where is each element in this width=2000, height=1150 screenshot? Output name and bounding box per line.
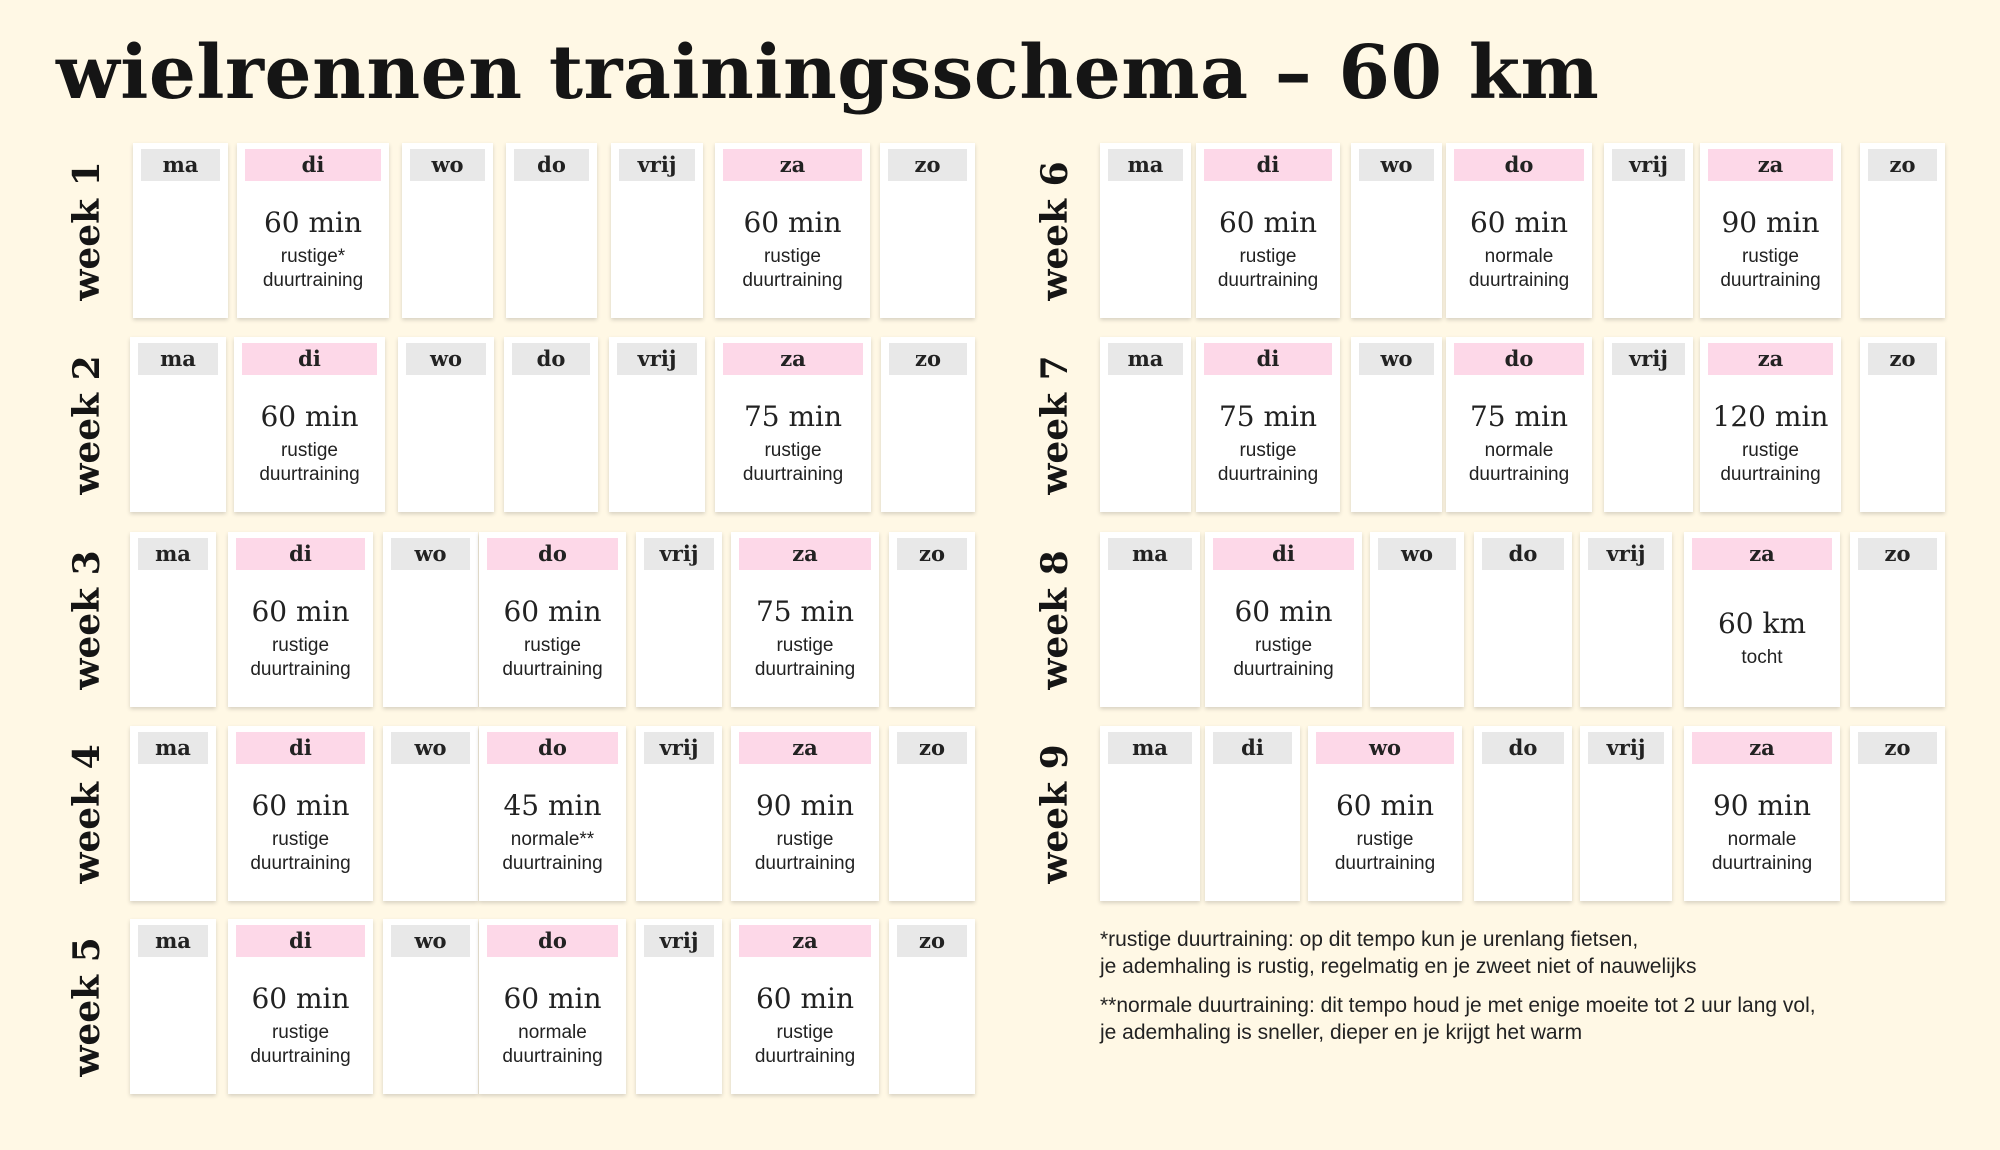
day-card (1100, 143, 1191, 318)
day-header: do (1482, 732, 1564, 764)
training-duration: 45 min (503, 789, 602, 822)
day-header: wo (1359, 343, 1434, 375)
training-content (228, 764, 373, 901)
day-card (880, 143, 975, 318)
day-card (1100, 726, 1200, 901)
day-card (1700, 337, 1841, 512)
day-header: zo (897, 925, 967, 957)
day-header: di (1213, 538, 1354, 570)
training-content (1684, 764, 1840, 901)
day-card (506, 143, 597, 318)
day-card (383, 726, 478, 901)
day-card (731, 919, 879, 1094)
day-header: do (1454, 149, 1584, 181)
training-content (1700, 375, 1841, 512)
training-content (1446, 181, 1592, 318)
training-description: rustige duurtraining (1217, 440, 1319, 485)
day-card (1205, 532, 1362, 707)
training-duration: 75 min (1469, 400, 1569, 433)
training-content (731, 764, 879, 901)
training-description: rustige* duurtraining (262, 246, 364, 291)
day-header: zo (1858, 538, 1937, 570)
training-content (228, 570, 373, 707)
day-card (228, 919, 373, 1094)
training-description: tocht (1741, 647, 1783, 668)
footnote-normale (1100, 992, 1816, 1046)
week-label: week 3 (66, 549, 108, 690)
week-label: week 1 (66, 160, 108, 301)
training-description: rustige duurtraining (754, 635, 856, 680)
day-card (611, 143, 703, 318)
footnote-line: je ademhaling is rustig, regelmatig en je zweet niet of nauwelijks (1100, 955, 1697, 978)
day-card (234, 337, 385, 512)
day-header: ma (1108, 732, 1192, 764)
training-duration: 120 min (1712, 400, 1829, 433)
day-card (479, 919, 626, 1094)
training-content (731, 570, 879, 707)
day-card (881, 337, 975, 512)
training-duration: 60 min (263, 206, 363, 239)
day-header: wo (1316, 732, 1454, 764)
training-duration: 60 min (251, 982, 350, 1015)
day-header: di (236, 732, 365, 764)
day-header: zo (889, 343, 967, 375)
day-card (889, 726, 975, 901)
training-description: rustige duurtraining (259, 440, 360, 485)
day-header: ma (1108, 343, 1183, 375)
day-header: za (723, 343, 863, 375)
day-header: wo (410, 149, 485, 181)
training-duration: 60 km (1717, 607, 1807, 640)
day-card (1196, 337, 1340, 512)
training-content (1446, 375, 1592, 512)
day-header: do (487, 732, 618, 764)
day-card (889, 919, 975, 1094)
day-header: zo (888, 149, 967, 181)
day-header: za (739, 732, 871, 764)
day-card (133, 143, 228, 318)
training-content (1196, 375, 1340, 512)
training-content (479, 570, 626, 707)
day-header: ma (138, 732, 208, 764)
training-duration: 60 min (1234, 595, 1333, 628)
training-description: normale** duurtraining (502, 829, 603, 874)
day-card (228, 532, 373, 707)
training-duration: 60 min (755, 982, 855, 1015)
training-description: rustige duurtraining (754, 829, 856, 874)
day-header: di (236, 925, 365, 957)
day-header: di (236, 538, 365, 570)
day-card (479, 532, 626, 707)
day-header: vrij (617, 343, 697, 375)
day-header: ma (138, 343, 218, 375)
day-card (731, 532, 879, 707)
training-description: rustige duurtraining (502, 635, 603, 680)
day-card (398, 337, 494, 512)
day-card (1446, 143, 1592, 318)
day-card (1474, 726, 1572, 901)
day-header: di (245, 149, 381, 181)
training-duration: 90 min (1712, 789, 1812, 822)
training-duration: 60 min (503, 595, 602, 628)
day-header: za (739, 538, 871, 570)
day-card (1370, 532, 1464, 707)
day-header: wo (391, 925, 470, 957)
training-description: rustige duurtraining (1720, 246, 1821, 291)
day-header: di (1213, 732, 1292, 764)
page-title: wielrennen trainingsschema – 60 km (56, 30, 1600, 116)
day-card (889, 532, 975, 707)
training-description: rustige duurtraining (1233, 635, 1334, 680)
day-header: ma (1108, 538, 1192, 570)
day-card (383, 919, 478, 1094)
day-header: ma (1108, 149, 1183, 181)
week-label: week 4 (66, 743, 108, 884)
training-content (1684, 570, 1840, 707)
training-description: normale duurtraining (1468, 246, 1570, 291)
day-header: di (1204, 149, 1332, 181)
day-card (1850, 532, 1945, 707)
day-header: do (1454, 343, 1584, 375)
day-header: vrij (1588, 732, 1664, 764)
week-label: week 7 (1034, 354, 1076, 495)
footnote-rustige (1100, 926, 1816, 980)
training-duration: 60 min (503, 982, 602, 1015)
day-card (1205, 726, 1300, 901)
day-card (636, 919, 722, 1094)
day-header: ma (141, 149, 220, 181)
day-header: vrij (1612, 149, 1685, 181)
day-header: za (1708, 343, 1833, 375)
day-card (504, 337, 598, 512)
training-description: rustige duurtraining (1334, 829, 1436, 874)
training-content (731, 957, 879, 1094)
training-description: rustige duurtraining (742, 440, 844, 485)
day-card (1850, 726, 1945, 901)
day-header: wo (406, 343, 486, 375)
week-label: week 6 (1034, 160, 1076, 301)
day-card (636, 726, 722, 901)
training-description: rustige duurtraining (250, 635, 351, 680)
day-card (383, 532, 478, 707)
training-duration: 60 min (1218, 206, 1318, 239)
day-card (228, 726, 373, 901)
training-content (1205, 570, 1362, 707)
day-header: vrij (1612, 343, 1685, 375)
training-content (228, 957, 373, 1094)
training-duration: 75 min (755, 595, 855, 628)
day-card (130, 532, 216, 707)
week-label: week 8 (1034, 549, 1076, 690)
day-header: do (514, 149, 589, 181)
day-card (237, 143, 389, 318)
training-content (1196, 181, 1340, 318)
day-header: vrij (644, 925, 714, 957)
day-card (1700, 143, 1841, 318)
training-duration: 75 min (1218, 400, 1318, 433)
day-card (1684, 532, 1840, 707)
training-duration: 60 min (743, 206, 842, 239)
training-description: rustige duurtraining (742, 246, 843, 291)
day-header: za (1692, 732, 1832, 764)
day-card (1684, 726, 1840, 901)
day-header: do (487, 538, 618, 570)
training-description: normale duurtraining (502, 1022, 603, 1067)
training-description: rustige duurtraining (1720, 440, 1821, 485)
training-description: rustige duurtraining (250, 829, 351, 874)
day-card (130, 919, 216, 1094)
day-header: ma (138, 538, 208, 570)
training-content (715, 375, 871, 512)
training-description: rustige duurtraining (754, 1022, 856, 1067)
day-header: zo (897, 538, 967, 570)
day-card (402, 143, 493, 318)
day-card (1446, 337, 1592, 512)
week-label: week 2 (66, 354, 108, 495)
training-content (479, 764, 626, 901)
day-card (715, 337, 871, 512)
day-header: vrij (644, 732, 714, 764)
day-card (1474, 532, 1572, 707)
day-header: za (739, 925, 871, 957)
day-header: za (1692, 538, 1832, 570)
training-duration: 60 min (251, 595, 350, 628)
day-card (1860, 337, 1945, 512)
day-card (130, 337, 226, 512)
day-header: wo (391, 732, 470, 764)
training-duration: 90 min (1721, 206, 1820, 239)
day-card (1100, 532, 1200, 707)
week-label: week 5 (66, 936, 108, 1077)
day-header: zo (897, 732, 967, 764)
day-header: do (487, 925, 618, 957)
day-card (1580, 726, 1672, 901)
day-card (715, 143, 870, 318)
day-header: di (242, 343, 377, 375)
day-header: wo (1378, 538, 1456, 570)
day-card (1604, 337, 1693, 512)
week-label: week 9 (1034, 743, 1076, 884)
day-card (479, 726, 626, 901)
day-card (1860, 143, 1945, 318)
day-header: zo (1868, 343, 1937, 375)
footnote-line: je ademhaling is sneller, dieper en je krijgt het warm (1100, 1021, 1583, 1044)
training-description: normale duurtraining (1468, 440, 1570, 485)
training-description: rustige duurtraining (1217, 246, 1319, 291)
day-card (1351, 337, 1442, 512)
day-header: wo (391, 538, 470, 570)
day-card (731, 726, 879, 901)
day-header: za (1708, 149, 1833, 181)
day-card (1100, 337, 1191, 512)
day-card (1308, 726, 1462, 901)
training-content (479, 957, 626, 1094)
training-duration: 60 min (251, 789, 350, 822)
footnote-line: **normale duurtraining: dit tempo houd je met enige moeite tot 2 uur lang vol, (1100, 994, 1816, 1017)
training-duration: 60 min (1469, 206, 1569, 239)
training-duration: 60 min (260, 400, 359, 433)
day-header: wo (1359, 149, 1434, 181)
training-duration: 60 min (1335, 789, 1435, 822)
training-description: normale duurtraining (1711, 829, 1813, 874)
day-card (1580, 532, 1672, 707)
training-content (237, 181, 389, 318)
day-header: zo (1858, 732, 1937, 764)
day-card (1351, 143, 1442, 318)
day-card (609, 337, 705, 512)
day-card (636, 532, 722, 707)
day-header: ma (138, 925, 208, 957)
day-header: vrij (644, 538, 714, 570)
day-header: do (512, 343, 590, 375)
day-header: di (1204, 343, 1332, 375)
training-content (715, 181, 870, 318)
training-content (1308, 764, 1462, 901)
day-card (1604, 143, 1693, 318)
day-header: do (1482, 538, 1564, 570)
training-content (1700, 181, 1841, 318)
day-card (1196, 143, 1340, 318)
footnote-line: *rustige duurtraining: op dit tempo kun je urenlang fietsen, (1100, 928, 1639, 951)
day-card (130, 726, 216, 901)
day-header: za (723, 149, 862, 181)
training-content (234, 375, 385, 512)
day-header: zo (1868, 149, 1937, 181)
day-header: vrij (619, 149, 695, 181)
training-duration: 75 min (743, 400, 843, 433)
training-description: rustige duurtraining (250, 1022, 351, 1067)
footnotes (1100, 926, 1816, 1058)
day-header: vrij (1588, 538, 1664, 570)
training-duration: 90 min (755, 789, 855, 822)
